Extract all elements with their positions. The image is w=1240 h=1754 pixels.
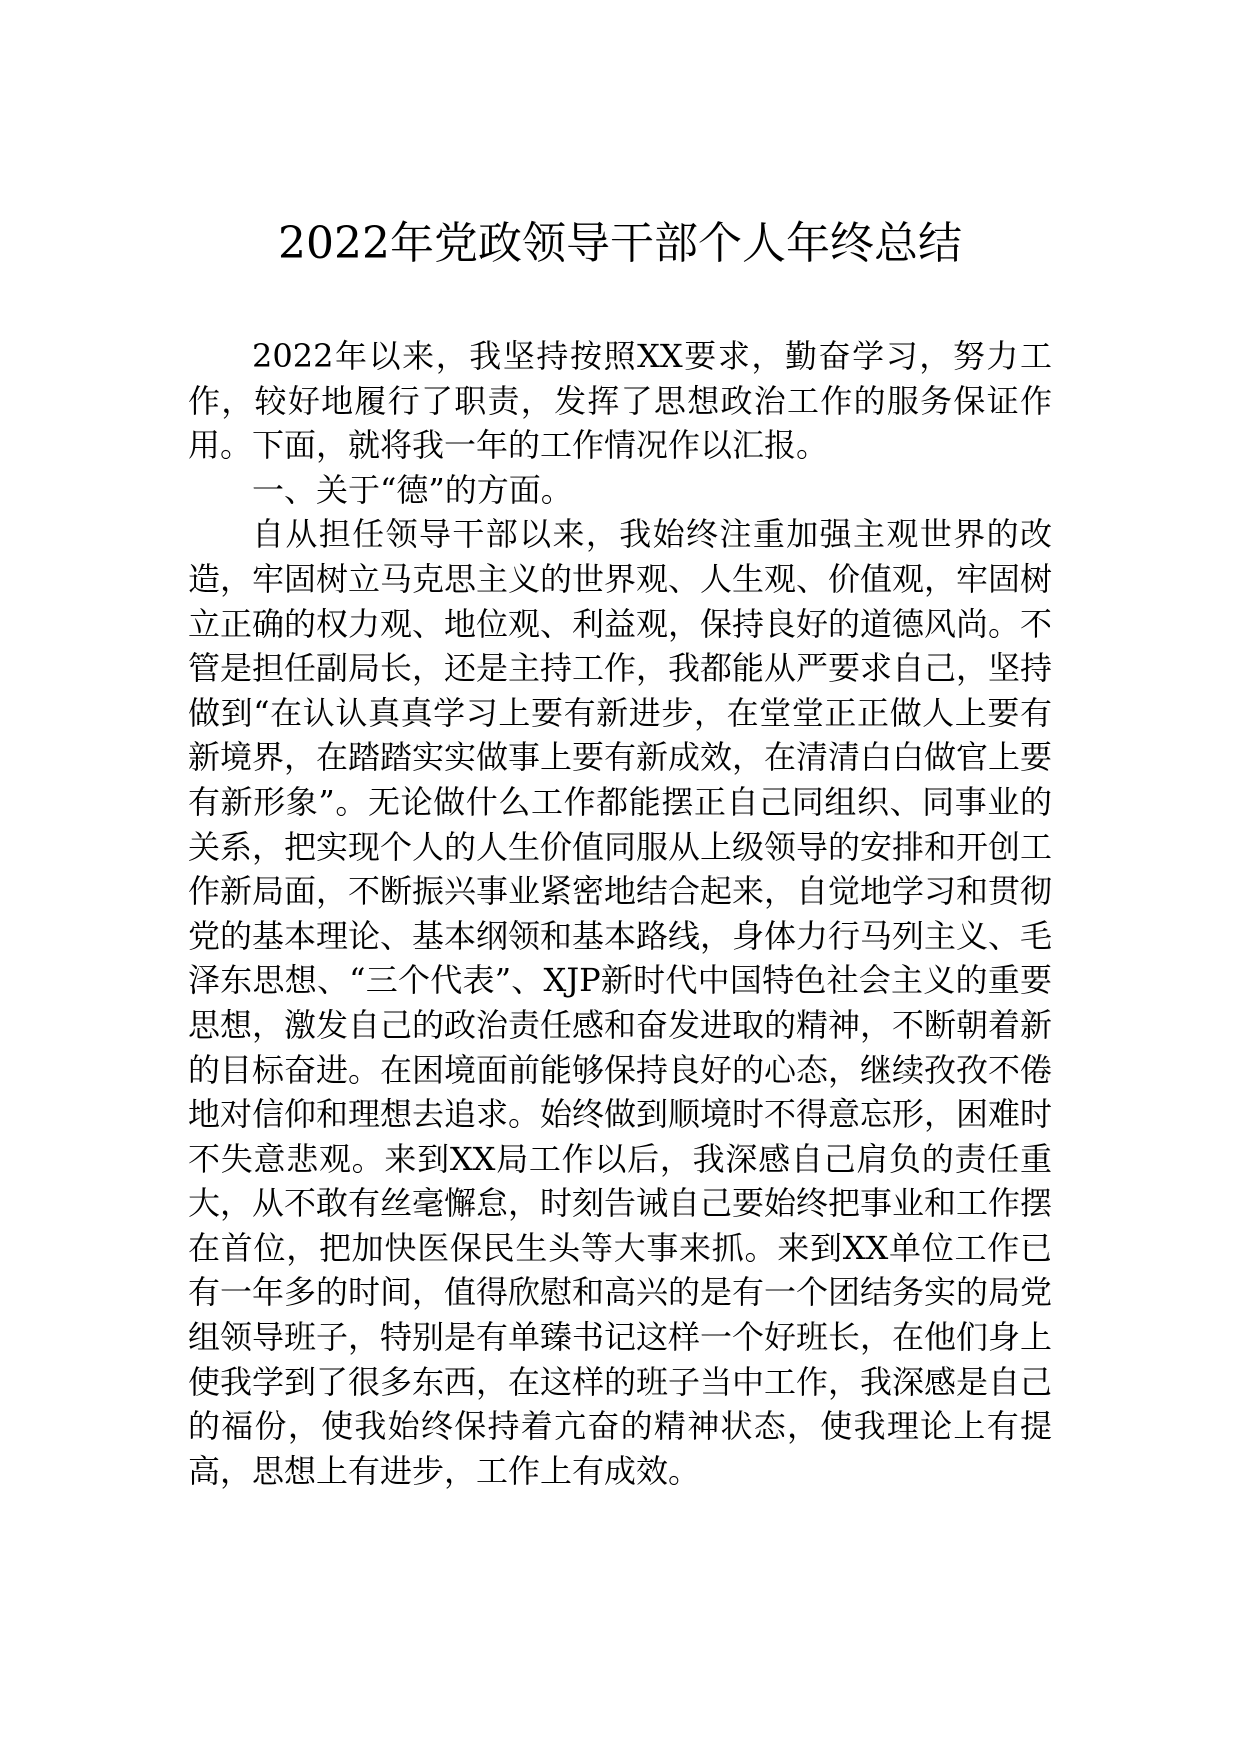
document-body — [188, 334, 1052, 1493]
section-heading-de: 一、关于“德”的方面。 — [252, 470, 573, 509]
paragraph-de-content: 自从担任领导干部以来，我始终注重加强主观世界的改造，牢固树立马克思主义的世界观、人生观、价值观，牢固树立正确的权力观、地位观、利益观，保持良好的道德风尚。不管是担任副局长，还是主持工作，我都能从严要求自己，坚持做到“在认认真真学习上要有新进步，在堂堂正正做人上要有新境界，在踏踏实实做事上要有新成效，在清清白白做官上要有新形象”。无论做什么工作都能摆正自己同组织、同事业的关系，把实现个人的人生价值同服从上级领导的安排和开创工作新局面，不断振兴事业紧密地结合起来，自觉地学习和贯彻党的基本理论、基本纲领和基本路线，身体力行马列主义、毛泽东思想、“三个代表”、XJP新时代中国特色社会主义的重要思想，激发自己的政治责任感和奋发进取的精神，不断朝着新的目标奋进。在困境面前能够保持良好的心态，继续孜孜不倦地对信仰和理想去追求。始终做到顺境时不得意忘形，困难时不失意悲观。来到XX局工作以后，我深感自己肩负的责任重大，从不敢有丝毫懈怠，时刻告诫自己要始终把事业和工作摆在首位，把加快医保民生头等大事来抓。来到XX单位工作已有一年多的时间，值得欣慰和高兴的是有一个团结务实的局党组领导班子，特别是有单臻书记这样一个好班长，在他们身上使我学到了很多东西，在这样的班子当中工作，我深感是自己的福份，使我始终保持着亢奋的精神状态，使我理论上有提高，思想上有进步，工作上有成效。 — [188, 515, 1053, 1490]
paragraph-intro: 2022年以来，我坚持按照XX要求，勤奋学习，努力工作，较好地履行了职责，发挥了思想政治工作的服务保证作用。下面，就将我一年的工作情况作以汇报。 — [188, 337, 1052, 465]
document-title: 2022年党政领导干部个人年终总结 — [278, 218, 962, 269]
